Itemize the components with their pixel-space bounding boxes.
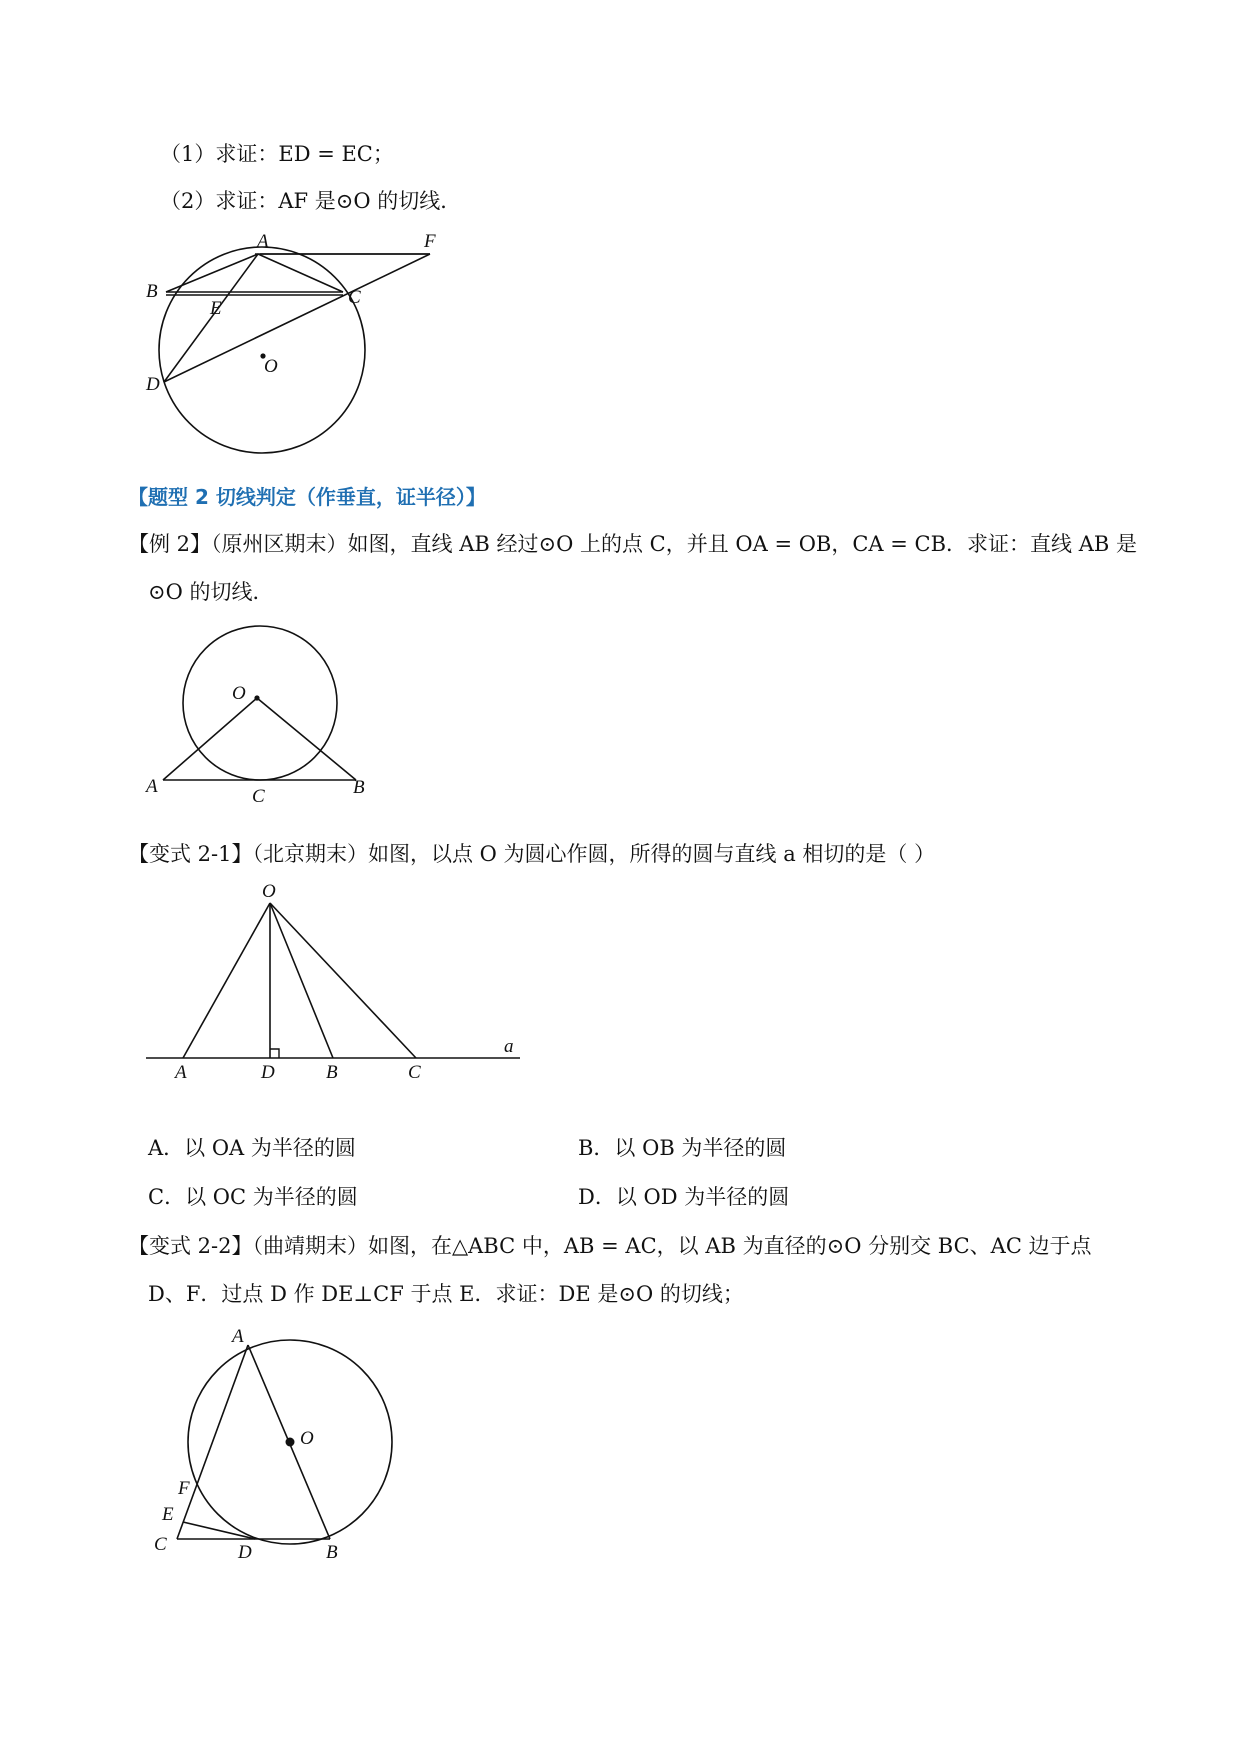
- figure-4-triangle-circle: [140, 1320, 410, 1570]
- line-df: [164, 254, 430, 382]
- label-o: O: [232, 683, 246, 704]
- label-d: D: [238, 1542, 252, 1563]
- proof-item-2: （2）求证：AF 是⊙O 的切线．: [160, 189, 462, 213]
- label-d: D: [146, 374, 160, 395]
- example-2-stem-line-1: 【例 2】（原州区期末）如图，直线 AB 经过⊙O 上的点 C，并且 OA = OB，CA = CB．求证：直线 AB 是: [128, 532, 1137, 556]
- label-c: C: [348, 287, 361, 308]
- segment-oa: [183, 903, 270, 1058]
- label-c: C: [252, 786, 265, 807]
- label-d: D: [261, 1062, 275, 1083]
- label-a: A: [257, 231, 269, 252]
- label-f: F: [178, 1478, 190, 1499]
- label-a: A: [175, 1062, 187, 1083]
- circle-o: [183, 626, 337, 780]
- label-o: O: [262, 881, 276, 902]
- center-point-o: [286, 1438, 295, 1447]
- label-a-line: a: [504, 1036, 514, 1057]
- option-a[interactable]: A．以 OA 为半径的圆: [148, 1136, 356, 1160]
- label-e: E: [162, 1504, 174, 1525]
- center-point-o: [254, 695, 259, 700]
- proof-item-1: （1）求证：ED = EC；: [160, 142, 394, 166]
- label-b: B: [326, 1542, 338, 1563]
- line-ob: [257, 698, 356, 780]
- line-oa: [163, 698, 257, 780]
- example-2-stem-line-2: ⊙O 的切线．: [148, 580, 274, 604]
- option-d[interactable]: D．以 OD 为半径的圆: [578, 1185, 790, 1209]
- variant-2-2-stem-line-1: 【变式 2-2】（曲靖期末）如图，在△ABC 中，AB = AC，以 AB 为直径的⊙O 分别交 BC、AC 边于点: [128, 1234, 1092, 1258]
- section-heading: 【题型 2 切线判定（作垂直，证半径）】: [128, 485, 486, 509]
- label-o: O: [300, 1428, 314, 1449]
- label-f: F: [424, 231, 436, 252]
- variant-2-1-stem: 【变式 2-1】（北京期末）如图，以点 O 为圆心作圆，所得的圆与直线 a 相切的是（ ）: [128, 842, 936, 866]
- right-angle-mark: [270, 1049, 279, 1058]
- option-b[interactable]: B．以 OB 为半径的圆: [578, 1136, 787, 1160]
- segment-de: [183, 1522, 255, 1539]
- label-o: O: [264, 356, 278, 377]
- label-e: E: [210, 298, 222, 319]
- label-b: B: [146, 281, 158, 302]
- label-c: C: [154, 1534, 167, 1555]
- label-b: B: [353, 777, 365, 798]
- figure-1-circle-tangent: [140, 225, 460, 465]
- figure-3-line-a-segments: [140, 880, 540, 1083]
- label-a: A: [146, 776, 158, 797]
- segment-ob: [270, 903, 333, 1058]
- label-b: B: [326, 1062, 338, 1083]
- label-a: A: [232, 1326, 244, 1347]
- label-c: C: [408, 1062, 421, 1083]
- segment-oc: [270, 903, 416, 1058]
- figure-2-circle-isosceles: [140, 615, 380, 805]
- circle-o: [159, 247, 365, 453]
- option-c[interactable]: C．以 OC 为半径的圆: [148, 1185, 358, 1209]
- variant-2-2-stem-line-2: D、F．过点 D 作 DE⊥CF 于点 E．求证：DE 是⊙O 的切线；: [148, 1282, 744, 1306]
